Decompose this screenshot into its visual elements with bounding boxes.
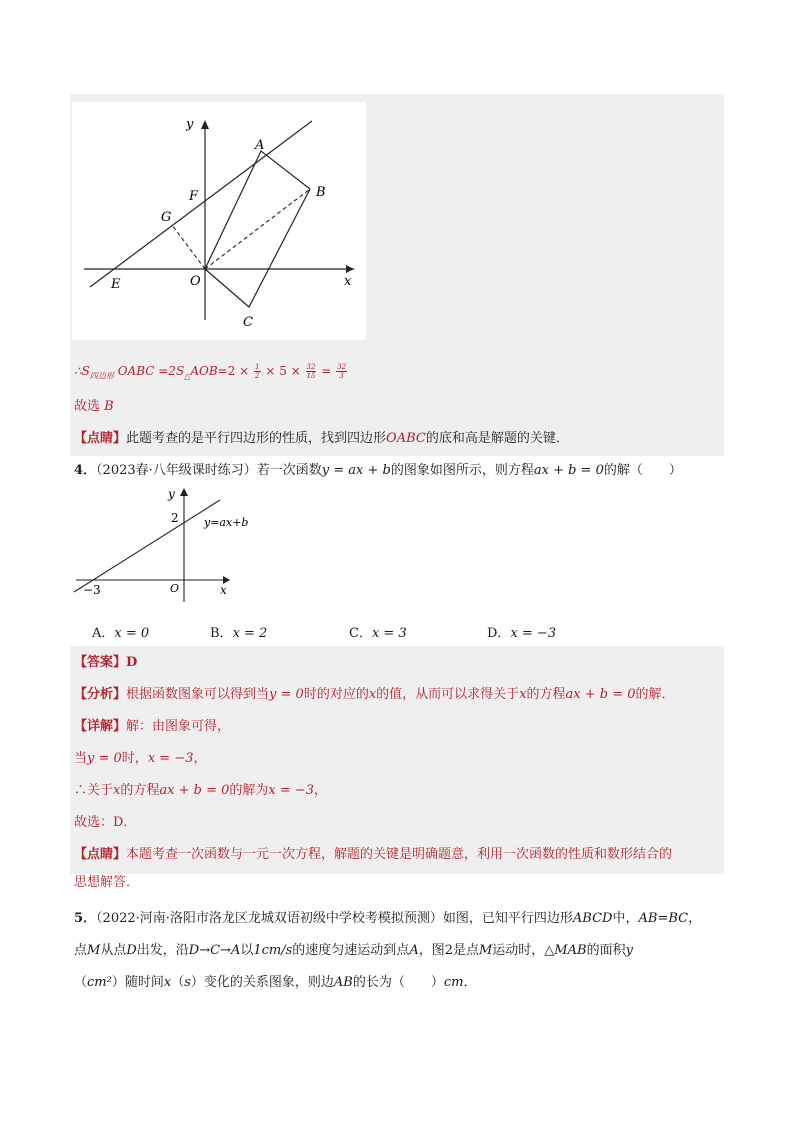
comment-q3: 【点睛】此题考查的是平行四边形的性质，找到四边形OABC的底和高是解题的关键． xyxy=(74,431,569,446)
option-C[interactable]: C．x = 3 xyxy=(349,626,407,641)
graph-x-label: x xyxy=(220,583,227,597)
fig1-x-label: x xyxy=(344,274,352,289)
area-name: OABC xyxy=(117,364,155,378)
analysis-q4: 【分析】根据函数图象可以得到当y = 0时的对应的x的值，从而可以求得关于x的方程ax + b = 0的解． xyxy=(74,687,675,702)
area-sub: 四边形 xyxy=(89,371,114,381)
parallelogram-diagram xyxy=(72,102,366,340)
area-equals: = xyxy=(321,364,332,378)
label-F: F xyxy=(189,189,199,204)
question-5-line-1: 5．（2022·河南·洛阳市洛龙区龙城双语初级中学校考模拟预测）如图，已知平行四边形ABCD中，AB=BC， xyxy=(74,911,702,926)
option-B[interactable]: B．x = 2 xyxy=(210,626,268,641)
comment-q4-1: 【点睛】本题考查一次函数与一元一次方程，解题的关键是明确题意，利用一次函数的性质和数形结合的 xyxy=(74,847,673,862)
graph-y-tick: 2 xyxy=(171,511,179,525)
label-O: O xyxy=(190,274,201,289)
linear-graph-diagram xyxy=(70,484,250,606)
label-B: B xyxy=(316,185,326,200)
answer-q4: 【答案】D xyxy=(74,655,138,670)
area-prefix: ∴S xyxy=(74,364,90,378)
detail-q4-1: 【详解】解：由图象可得， xyxy=(74,719,231,734)
figure-linear-graph xyxy=(70,484,250,606)
question-4-stem: 4．（2023春·八年级课时练习）若一次函数y = ax + b的图象如图所示，则方程ax + b = 0的解（ ） xyxy=(74,463,682,478)
option-A[interactable]: A．x = 0 xyxy=(92,626,150,641)
graph-y-label: y xyxy=(168,487,175,501)
graph-x-tick: −3 xyxy=(83,583,101,597)
choose-line-q3: 故选 B xyxy=(74,399,114,414)
question-5-line-2: 点M从点D出发，沿D→C→A以1cm/s的速度匀速运动到点A，图2是点M运动时，△MAB的面积y xyxy=(74,943,633,958)
label-C: C xyxy=(243,315,253,330)
area-eq: =2 × xyxy=(217,364,250,378)
label-G: G xyxy=(161,210,172,225)
frac-3: $\frac{32}{3}$ xyxy=(337,363,347,380)
option-D[interactable]: D．x = −3 xyxy=(487,626,557,641)
figure-parallelogram xyxy=(72,102,366,340)
graph-line-label: y=ax+b xyxy=(204,516,249,529)
label-A: A xyxy=(255,138,265,153)
area-mid: =2S xyxy=(158,364,185,378)
area-sub2: △ xyxy=(184,371,191,381)
area-formula xyxy=(74,362,348,385)
label-E: E xyxy=(111,277,121,292)
fig1-y-label: y xyxy=(186,117,194,132)
detail-q4-3: ∴关于x的方程ax + b = 0的解为x = −3， xyxy=(74,783,328,798)
comment-q4-2: 思想解答． xyxy=(74,875,140,890)
detail-q4-4: 故选：D． xyxy=(74,815,137,830)
frac-2: $\frac{32}{15}$ xyxy=(306,363,316,380)
question-5-line-3: （cm²）随时间x（s）变化的关系图象，则边AB的长为（ ）cm． xyxy=(74,975,477,990)
area-tri: AOB xyxy=(190,364,218,378)
graph-origin: O xyxy=(170,582,180,595)
frac-1: $\frac{1}{2}$ xyxy=(255,363,260,380)
detail-q4-2: 当y = 0时，x = −3， xyxy=(74,751,207,766)
area-times5: × 5 × xyxy=(265,364,301,378)
